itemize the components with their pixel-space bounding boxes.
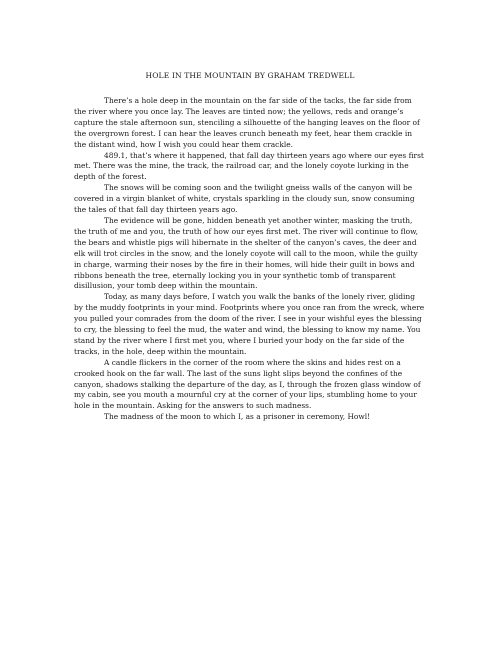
paragraph-4: The evidence will be gone, hidden beneath yet another winter, masking the truth, the truth of me and you, the truth of how our eyes first met. The river will continue to flow, the bears and whistle pigs will hibernate in the shelter of the canyon’s caves, the deer and elk will trot circles in the snow, and the lonely coyote will call to the moon, while the guilty in charge, warming their noses by the fire in their homes, will hide their guilt in bows and ribbons beneath the tree, eternally locking you in your synthetic tomb of transparent disillusion, your tomb deep within the mountain.: [74, 215, 418, 291]
document-title: HOLE IN THE MOUNTAIN BY GRAHAM TREDWELL: [145, 71, 355, 80]
paragraph-5: Today, as many days before, I watch you walk the banks of the lonely river, gliding by the muddy footprints in your mind. Footprints where you once ran from the wreck, where you pulled your comrades from the doom of the river. I see in your wishful eyes the blessing to cry, the blessing to feel the mud, the water and wind, the blessing to know my name. You stand by the river where I first met you, where I buried your body on the far side of the tracks, in the hole, deep within the mountain.: [74, 292, 425, 356]
paragraph-6: A candle flickers in the corner of the room where the skins and hides rest on a crooked hook on the far wall. The last of the suns light slips beyond the confines of the canyon, shadows stalking the departure of the day, as I, through the frozen glass window of my cabin, see you mouth a mournful cry at the corner of your lips, stumbling home to your hole in the mountain. Asking for the answers to such madness.: [74, 357, 421, 411]
document-body: [74, 96, 426, 423]
paragraph-3: The snows will be coming soon and the twilight gneiss walls of the canyon will be covered in a virgin blanket of white, crystals sparkling in the cloudy sun, snow consuming the tales of that fall day thirteen years ago.: [74, 183, 415, 215]
paragraph-1: There’s a hole deep in the mountain on the far side of the tacks, the far side from the river where you once lay. The leaves are tinted now; the yellows, reds and orange’s capture the stale afternoon sun, stenciling a silhouette of the hanging leaves on the floor of the overgrown forest. I can hear the leaves crunch beneath my feet, hear them crackle in the distant wind, how I wish you could hear them crackle.: [74, 96, 420, 149]
paragraph-2: 489.1, that’s where it happened, that fall day thirteen years ago where our eyes first met. There was the mine, the track, the railroad car, and the lonely coyote lurking in the depth of the forest.: [74, 150, 424, 182]
paragraph-7: The madness of the moon to which I, as a prisoner in ceremony, Howl!: [104, 412, 371, 422]
